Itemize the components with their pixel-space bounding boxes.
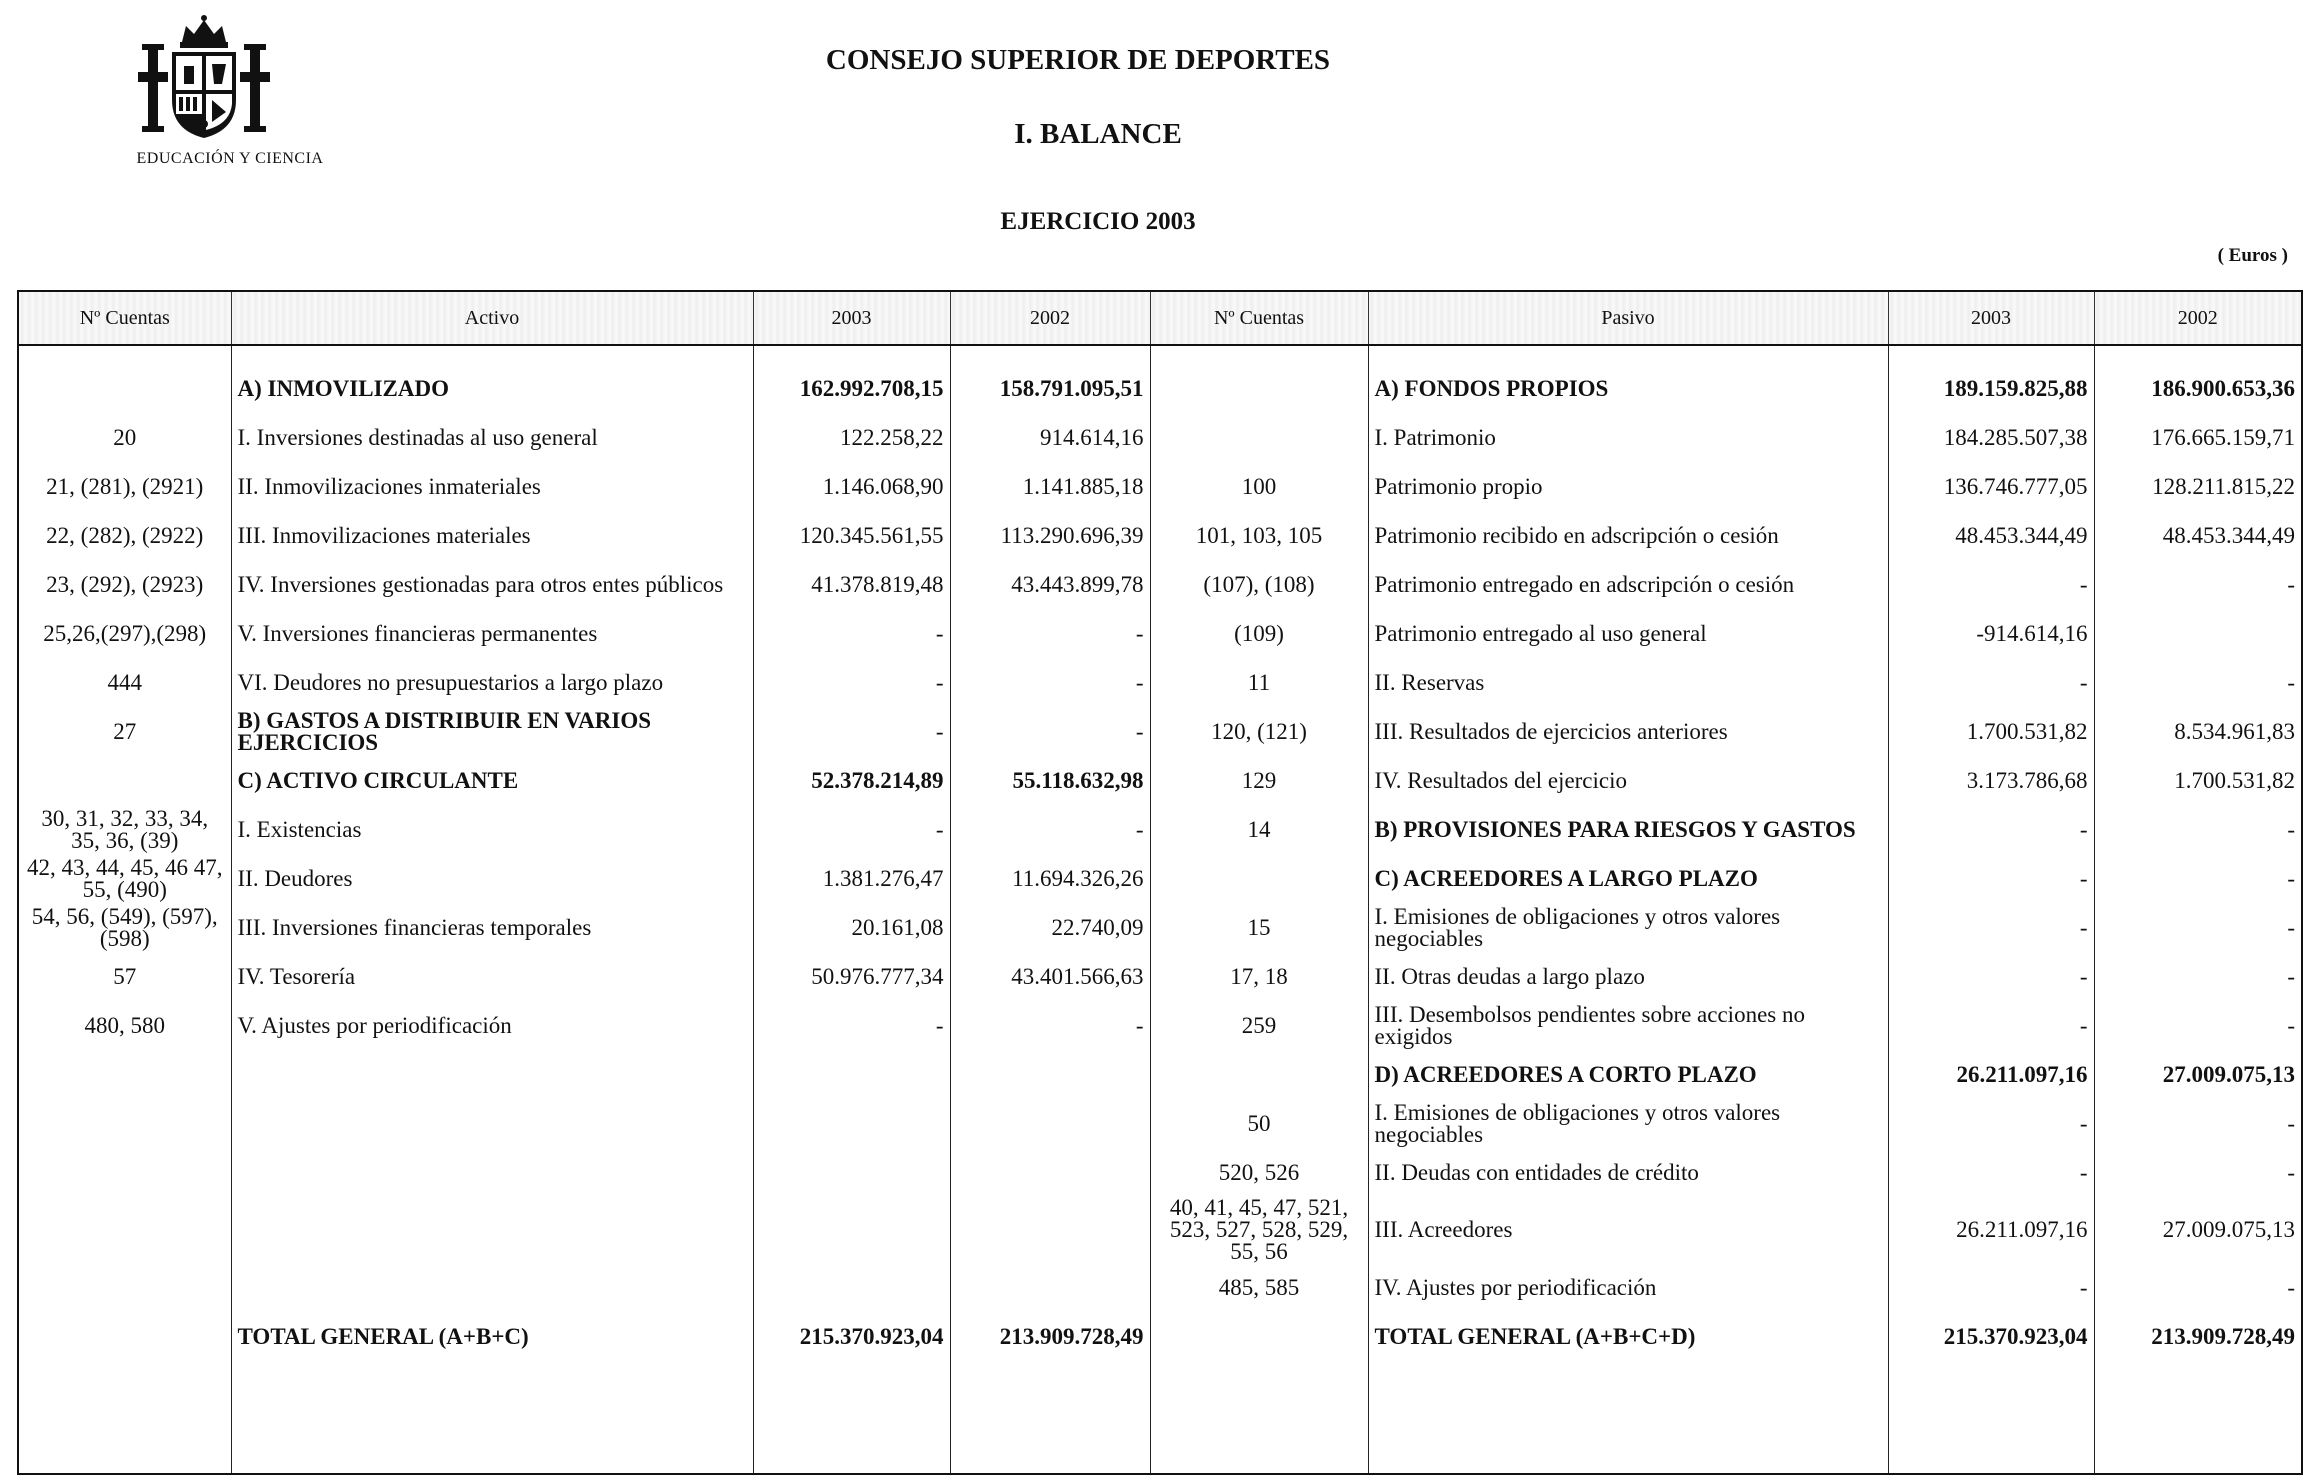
activo-2003: 122.258,22 xyxy=(753,413,950,462)
account-codes: 42, 43, 44, 45, 46 47, 55, (490) xyxy=(18,854,231,903)
table-header-row xyxy=(18,291,2302,345)
account-codes: 30, 31, 32, 33, 34, 35, 36, (39) xyxy=(18,805,231,854)
activo-2002: 22.740,09 xyxy=(950,903,1150,952)
activo-2002: 113.290.696,39 xyxy=(950,511,1150,560)
pasivo-2002: - xyxy=(2094,854,2302,903)
pasivo-label: A) FONDOS PROPIOS xyxy=(1368,364,1888,413)
pasivo-label: II. Otras deudas a largo plazo xyxy=(1368,952,1888,1001)
activo-2002: 55.118.632,98 xyxy=(950,756,1150,805)
pasivo-2003: 26.211.097,16 xyxy=(1888,1050,2094,1099)
pasivo-label: IV. Ajustes por periodificación xyxy=(1368,1263,1888,1312)
pasivo-2003: 136.746.777,05 xyxy=(1888,462,2094,511)
activo-label: VI. Deudores no presupuestarios a largo plazo xyxy=(231,658,753,707)
pasivo-2003: 184.285.507,38 xyxy=(1888,413,2094,462)
section-title: I. BALANCE xyxy=(1014,118,1182,150)
table-row xyxy=(18,413,2302,462)
account-codes xyxy=(1150,854,1368,903)
activo-2002: 158.791.095,51 xyxy=(950,364,1150,413)
activo-2003: 41.378.819,48 xyxy=(753,560,950,609)
pasivo-2003: - xyxy=(1888,854,2094,903)
activo-label: III. Inversiones financieras temporales xyxy=(231,903,753,952)
pasivo-2003: - xyxy=(1888,1099,2094,1148)
account-codes: 11 xyxy=(1150,658,1368,707)
pasivo-label: III. Resultados de ejercicios anteriores xyxy=(1368,707,1888,756)
pasivo-2002: - xyxy=(2094,560,2302,609)
pasivo-2002: 176.665.159,71 xyxy=(2094,413,2302,462)
activo-label: IV. Inversiones gestionadas para otros entes públicos xyxy=(231,560,753,609)
account-codes: 25,26,(297),(298) xyxy=(18,609,231,658)
account-codes: 120, (121) xyxy=(1150,707,1368,756)
table-row xyxy=(18,707,2302,756)
pasivo-2003: - xyxy=(1888,1148,2094,1197)
col-2003-pasivo: 2003 xyxy=(1888,291,2094,345)
account-codes: 520, 526 xyxy=(1150,1148,1368,1197)
pasivo-2003: - xyxy=(1888,903,2094,952)
table-row xyxy=(18,1148,2302,1197)
pasivo-label: IV. Resultados del ejercicio xyxy=(1368,756,1888,805)
account-codes: 101, 103, 105 xyxy=(1150,511,1368,560)
col-2003-activo: 2003 xyxy=(753,291,950,345)
pasivo-total-label: TOTAL GENERAL (A+B+C+D) xyxy=(1368,1312,1888,1361)
activo-2002: - xyxy=(950,707,1150,756)
account-codes: 17, 18 xyxy=(1150,952,1368,1001)
activo-2003 xyxy=(753,1263,950,1312)
activo-2003: 20.161,08 xyxy=(753,903,950,952)
account-codes: 100 xyxy=(1150,462,1368,511)
pasivo-2002: - xyxy=(2094,903,2302,952)
activo-2003: - xyxy=(753,805,950,854)
activo-total-2003: 215.370.923,04 xyxy=(753,1312,950,1361)
pasivo-2003: - xyxy=(1888,952,2094,1001)
activo-2002: 1.141.885,18 xyxy=(950,462,1150,511)
table-row xyxy=(18,462,2302,511)
pasivo-2003: 189.159.825,88 xyxy=(1888,364,2094,413)
table-row xyxy=(18,560,2302,609)
pasivo-2003: - xyxy=(1888,560,2094,609)
account-codes xyxy=(18,364,231,413)
activo-2003: 1.381.276,47 xyxy=(753,854,950,903)
account-codes xyxy=(18,756,231,805)
pasivo-label: I. Emisiones de obligaciones y otros valores negociables xyxy=(1368,903,1888,952)
activo-2002 xyxy=(950,1099,1150,1148)
account-codes: 129 xyxy=(1150,756,1368,805)
activo-2003: 52.378.214,89 xyxy=(753,756,950,805)
activo-2002: 914.614,16 xyxy=(950,413,1150,462)
account-codes xyxy=(1150,1050,1368,1099)
activo-2002: - xyxy=(950,805,1150,854)
account-codes: 23, (292), (2923) xyxy=(18,560,231,609)
activo-total-2002: 213.909.728,49 xyxy=(950,1312,1150,1361)
pasivo-2002: - xyxy=(2094,805,2302,854)
activo-2002: - xyxy=(950,609,1150,658)
account-codes: 20 xyxy=(18,413,231,462)
account-codes: 54, 56, (549), (597), (598) xyxy=(18,903,231,952)
account-codes xyxy=(18,1263,231,1312)
activo-2003 xyxy=(753,1197,950,1263)
activo-2003: 120.345.561,55 xyxy=(753,511,950,560)
account-codes: (107), (108) xyxy=(1150,560,1368,609)
units-label: ( Euros ) xyxy=(2217,245,2288,266)
table-row xyxy=(18,903,2302,952)
pasivo-2002: 8.534.961,83 xyxy=(2094,707,2302,756)
account-codes xyxy=(18,1050,231,1099)
activo-2003: - xyxy=(753,707,950,756)
pasivo-2002: - xyxy=(2094,1148,2302,1197)
table-row xyxy=(18,1197,2302,1263)
pasivo-total-2002: 213.909.728,49 xyxy=(2094,1312,2302,1361)
activo-label: C) ACTIVO CIRCULANTE xyxy=(231,756,753,805)
table-row xyxy=(18,952,2302,1001)
col-accounts-pasivo: Nº Cuentas xyxy=(1150,291,1368,345)
page-title: CONSEJO SUPERIOR DE DEPORTES xyxy=(825,44,1331,76)
activo-2002: - xyxy=(950,658,1150,707)
pasivo-2003: - xyxy=(1888,805,2094,854)
pasivo-2002: 27.009.075,13 xyxy=(2094,1197,2302,1263)
activo-2003: 162.992.708,15 xyxy=(753,364,950,413)
activo-label: A) INMOVILIZADO xyxy=(231,364,753,413)
pasivo-label: I. Patrimonio xyxy=(1368,413,1888,462)
col-activo: Activo xyxy=(231,291,753,345)
pasivo-label: III. Desembolsos pendientes sobre acciones no exigidos xyxy=(1368,1001,1888,1050)
pasivo-2002: - xyxy=(2094,952,2302,1001)
activo-label: V. Ajustes por periodificación xyxy=(231,1001,753,1050)
ministry-label: EDUCACIÓN Y CIENCIA xyxy=(136,150,324,167)
account-codes xyxy=(1150,1312,1368,1361)
table-row xyxy=(18,1050,2302,1099)
pasivo-2002: 1.700.531,82 xyxy=(2094,756,2302,805)
activo-label: V. Inversiones financieras permanentes xyxy=(231,609,753,658)
pasivo-2003: 1.700.531,82 xyxy=(1888,707,2094,756)
activo-label xyxy=(231,1148,753,1197)
account-codes: 40, 41, 45, 47, 521, 523, 527, 528, 529, 55, 56 xyxy=(1150,1197,1368,1263)
account-codes xyxy=(1150,413,1368,462)
account-codes: 27 xyxy=(18,707,231,756)
account-codes: 444 xyxy=(18,658,231,707)
pasivo-label: C) ACREEDORES A LARGO PLAZO xyxy=(1368,854,1888,903)
table-row xyxy=(18,1001,2302,1050)
activo-label xyxy=(231,1263,753,1312)
activo-2003: 1.146.068,90 xyxy=(753,462,950,511)
pasivo-label: Patrimonio recibido en adscripción o cesión xyxy=(1368,511,1888,560)
col-accounts-activo: Nº Cuentas xyxy=(18,291,231,345)
pasivo-2003: - xyxy=(1888,658,2094,707)
account-codes: 21, (281), (2921) xyxy=(18,462,231,511)
pasivo-2002: 186.900.653,36 xyxy=(2094,364,2302,413)
table-row xyxy=(18,805,2302,854)
account-codes: 480, 580 xyxy=(18,1001,231,1050)
pasivo-2002: - xyxy=(2094,658,2302,707)
col-2002-activo: 2002 xyxy=(950,291,1150,345)
table-row xyxy=(18,658,2302,707)
pasivo-label: D) ACREEDORES A CORTO PLAZO xyxy=(1368,1050,1888,1099)
account-codes: (109) xyxy=(1150,609,1368,658)
table-row xyxy=(18,1099,2302,1148)
pasivo-2002: 27.009.075,13 xyxy=(2094,1050,2302,1099)
table-row xyxy=(18,511,2302,560)
account-codes: 22, (282), (2922) xyxy=(18,511,231,560)
pasivo-2003: - xyxy=(1888,1263,2094,1312)
pasivo-label: III. Acreedores xyxy=(1368,1197,1888,1263)
table-row xyxy=(18,854,2302,903)
activo-label: III. Inmovilizaciones materiales xyxy=(231,511,753,560)
activo-2002 xyxy=(950,1050,1150,1099)
pasivo-2003: 3.173.786,68 xyxy=(1888,756,2094,805)
pasivo-2003: -914.614,16 xyxy=(1888,609,2094,658)
activo-label: IV. Tesorería xyxy=(231,952,753,1001)
col-pasivo: Pasivo xyxy=(1368,291,1888,345)
activo-label: I. Inversiones destinadas al uso general xyxy=(231,413,753,462)
activo-label: I. Existencias xyxy=(231,805,753,854)
pasivo-total-2003: 215.370.923,04 xyxy=(1888,1312,2094,1361)
activo-2003 xyxy=(753,1050,950,1099)
pasivo-2002: - xyxy=(2094,1099,2302,1148)
table-row-total xyxy=(18,1312,2302,1361)
account-codes xyxy=(18,1312,231,1361)
account-codes: 485, 585 xyxy=(1150,1263,1368,1312)
account-codes: 14 xyxy=(1150,805,1368,854)
pasivo-2003: - xyxy=(1888,1001,2094,1050)
pasivo-2002: - xyxy=(2094,1263,2302,1312)
activo-2002 xyxy=(950,1148,1150,1197)
activo-2003 xyxy=(753,1148,950,1197)
account-codes xyxy=(18,1148,231,1197)
pasivo-label: Patrimonio propio xyxy=(1368,462,1888,511)
activo-total-label: TOTAL GENERAL (A+B+C) xyxy=(231,1312,753,1361)
pasivo-2003: 48.453.344,49 xyxy=(1888,511,2094,560)
account-codes xyxy=(18,1099,231,1148)
balance-table xyxy=(17,290,2303,1475)
activo-2003 xyxy=(753,1099,950,1148)
pasivo-2002 xyxy=(2094,609,2302,658)
table-row xyxy=(18,609,2302,658)
col-2002-pasivo: 2002 xyxy=(2094,291,2302,345)
account-codes: 15 xyxy=(1150,903,1368,952)
activo-2003: 50.976.777,34 xyxy=(753,952,950,1001)
pasivo-label: B) PROVISIONES PARA RIESGOS Y GASTOS xyxy=(1368,805,1888,854)
account-codes xyxy=(18,1197,231,1263)
activo-2002: 11.694.326,26 xyxy=(950,854,1150,903)
activo-2003: - xyxy=(753,609,950,658)
activo-2002 xyxy=(950,1263,1150,1312)
fiscal-year: EJERCICIO 2003 xyxy=(1000,208,1196,235)
table-row xyxy=(18,364,2302,413)
activo-label: II. Deudores xyxy=(231,854,753,903)
pasivo-2003: 26.211.097,16 xyxy=(1888,1197,2094,1263)
pasivo-label: Patrimonio entregado al uso general xyxy=(1368,609,1888,658)
pasivo-label: II. Deudas con entidades de crédito xyxy=(1368,1148,1888,1197)
account-codes xyxy=(1150,364,1368,413)
activo-2003: - xyxy=(753,1001,950,1050)
activo-2002: 43.401.566,63 xyxy=(950,952,1150,1001)
activo-label xyxy=(231,1050,753,1099)
account-codes: 50 xyxy=(1150,1099,1368,1148)
activo-label: B) GASTOS A DISTRIBUIR EN VARIOS EJERCICIOS xyxy=(231,707,753,756)
account-codes: 57 xyxy=(18,952,231,1001)
activo-2002 xyxy=(950,1197,1150,1263)
activo-label: II. Inmovilizaciones inmateriales xyxy=(231,462,753,511)
pasivo-label: II. Reservas xyxy=(1368,658,1888,707)
activo-label xyxy=(231,1197,753,1263)
activo-label xyxy=(231,1099,753,1148)
activo-2002: - xyxy=(950,1001,1150,1050)
activo-2003: - xyxy=(753,658,950,707)
table-row xyxy=(18,1263,2302,1312)
pasivo-label: I. Emisiones de obligaciones y otros valores negociables xyxy=(1368,1099,1888,1148)
table-row xyxy=(18,756,2302,805)
activo-2002: 43.443.899,78 xyxy=(950,560,1150,609)
pasivo-2002: - xyxy=(2094,1001,2302,1050)
pasivo-2002: 128.211.815,22 xyxy=(2094,462,2302,511)
pasivo-2002: 48.453.344,49 xyxy=(2094,511,2302,560)
account-codes: 259 xyxy=(1150,1001,1368,1050)
pasivo-label: Patrimonio entregado en adscripción o cesión xyxy=(1368,560,1888,609)
